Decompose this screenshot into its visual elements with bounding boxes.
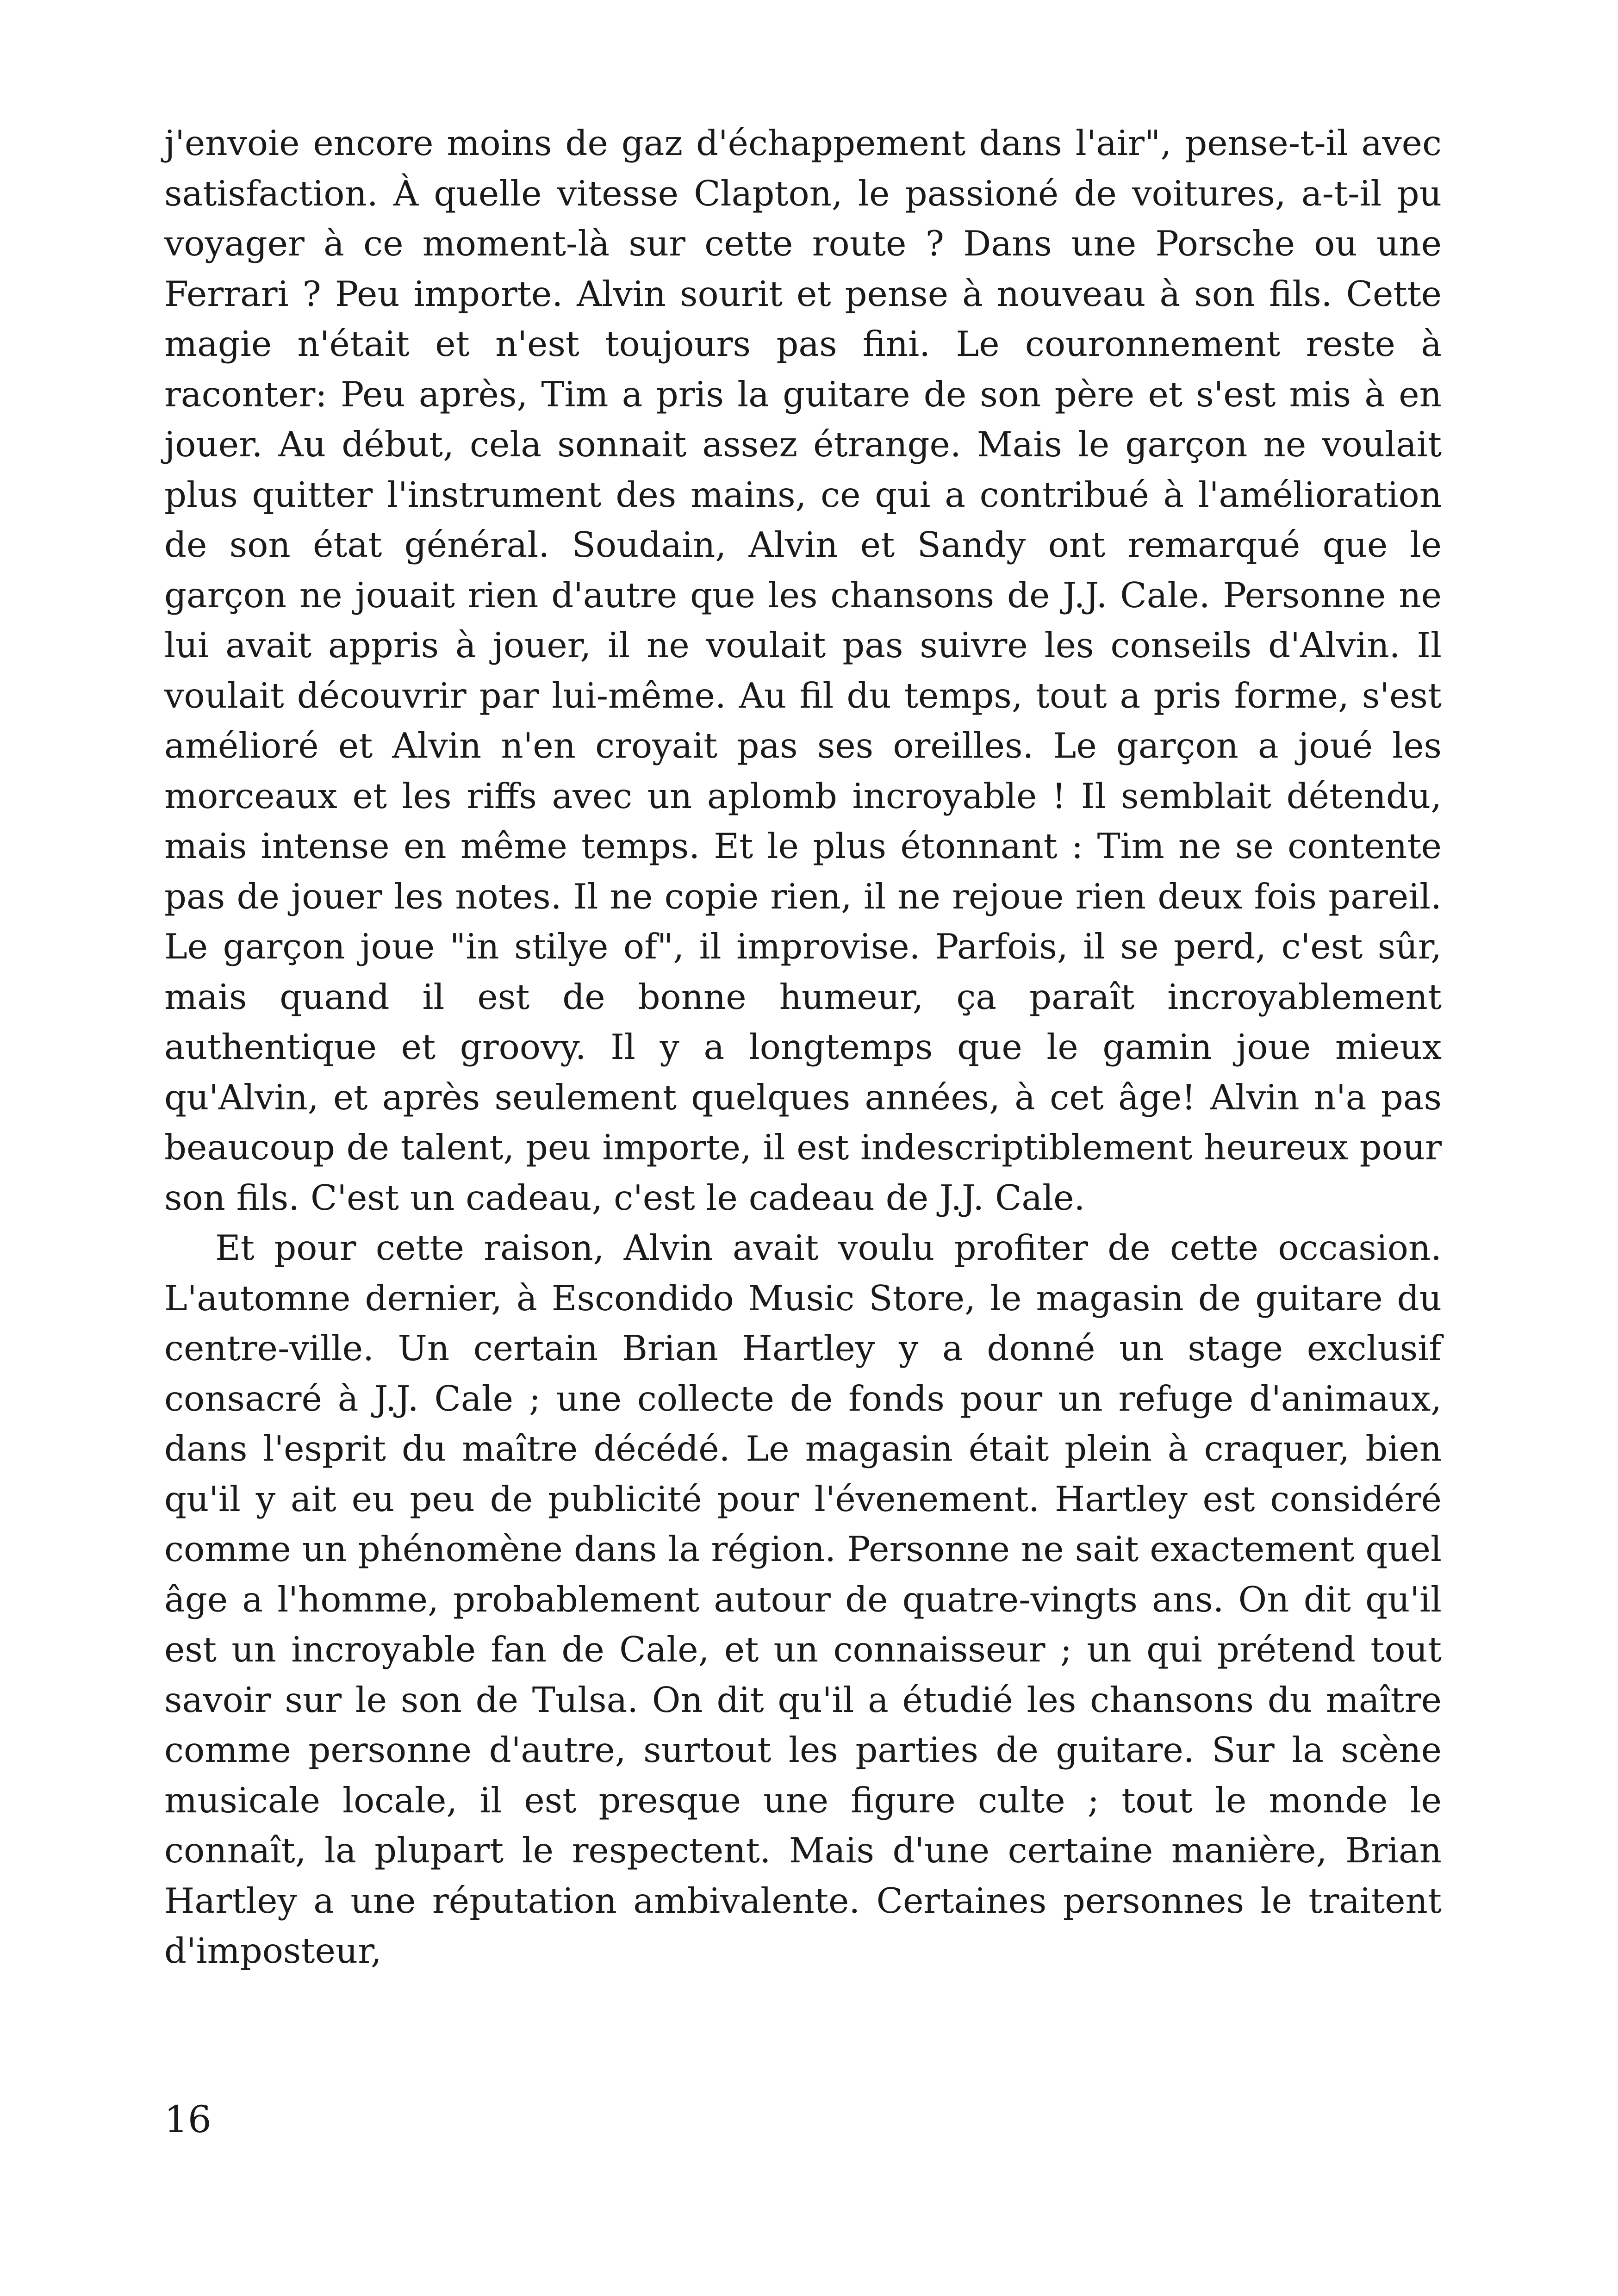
body-text: [164, 118, 1442, 1976]
page-number: 16: [164, 2098, 212, 2141]
paragraph-continued: j'envoie encore moins de gaz d'échappement dans l'air", pense-t-il avec satisfaction. À quelle vitesse Clapton, le passioné de voitures, a-t-il pu voyager à ce moment-là sur cette route ? Dans une Porsche ou une Ferrari ? Peu importe. Alvin sourit et pense à nouveau à son fils. Cette magie n'était et n'est toujours pas fini. Le couronnement reste à raconter: Peu après, Tim a pris la guitare de son père et s'est mis à en jouer. Au début, cela sonnait assez étrange. Mais le garçon ne voulait plus quitter l'instrument des mains, ce qui a contribué à l'amélioration de son état général. Soudain, Alvin et Sandy ont remarqué que le garçon ne jouait rien d'autre que les chansons de J.J. Cale. Personne ne lui avait appris à jouer, il ne voulait pas suivre les conseils d'Alvin. Il voulait découvrir par lui-même. Au fil du temps, tout a pris forme, s'est amélioré et Alvin n'en croyait pas ses oreilles. Le garçon a joué les morceaux et les riffs avec un aplomb incroyable ! Il semblait détendu, mais intense en même temps. Et le plus étonnant : Tim ne se contente pas de jouer les notes. Il ne copie rien, il ne rejoue rien deux fois pareil. Le garçon joue "in stilye of", il improvise. Parfois, il se perd, c'est sûr, mais quand il est de bonne humeur, ça paraît incroyablement authentique et groovy. Il y a longtemps que le gamin joue mieux qu'Alvin, et après seulement quelques années, à cet âge! Alvin n'a pas beaucoup de talent, peu importe, il est indescriptiblement heureux pour son fils. C'est un cadeau, c'est le cadeau de J.J. Cale.: [164, 123, 1442, 1218]
paragraph: Et pour cette raison, Alvin avait voulu profiter de cette occasion. L'automne dernier, à Escondido Music Store, le magasin de guitare du centre-ville. Un certain Brian Hartley y a donné un stage exclusif consacré à J.J. Cale ; une collecte de fonds pour un refuge d'animaux, dans l'esprit du maître décédé. Le magasin était plein à craquer, bien qu'il y ait eu peu de publicité pour l'évenement. Hartley est considéré comme un phénomène dans la région. Personne ne sait exactement quel âge a l'homme, probablement autour de quatre-vingts ans. On dit qu'il est un incroyable fan de Cale, et un connaisseur ; un qui prétend tout savoir sur le son de Tulsa. On dit qu'il a étudié les chansons du maître comme personne d'autre, surtout les parties de guitare. Sur la scène musicale locale, il est presque une figure culte ; tout le monde le connaît, la plupart le respectent. Mais d'une certaine manière, Brian Hartley a une réputation ambivalente. Certaines personnes le traitent d'imposteur,: [164, 1227, 1442, 1971]
